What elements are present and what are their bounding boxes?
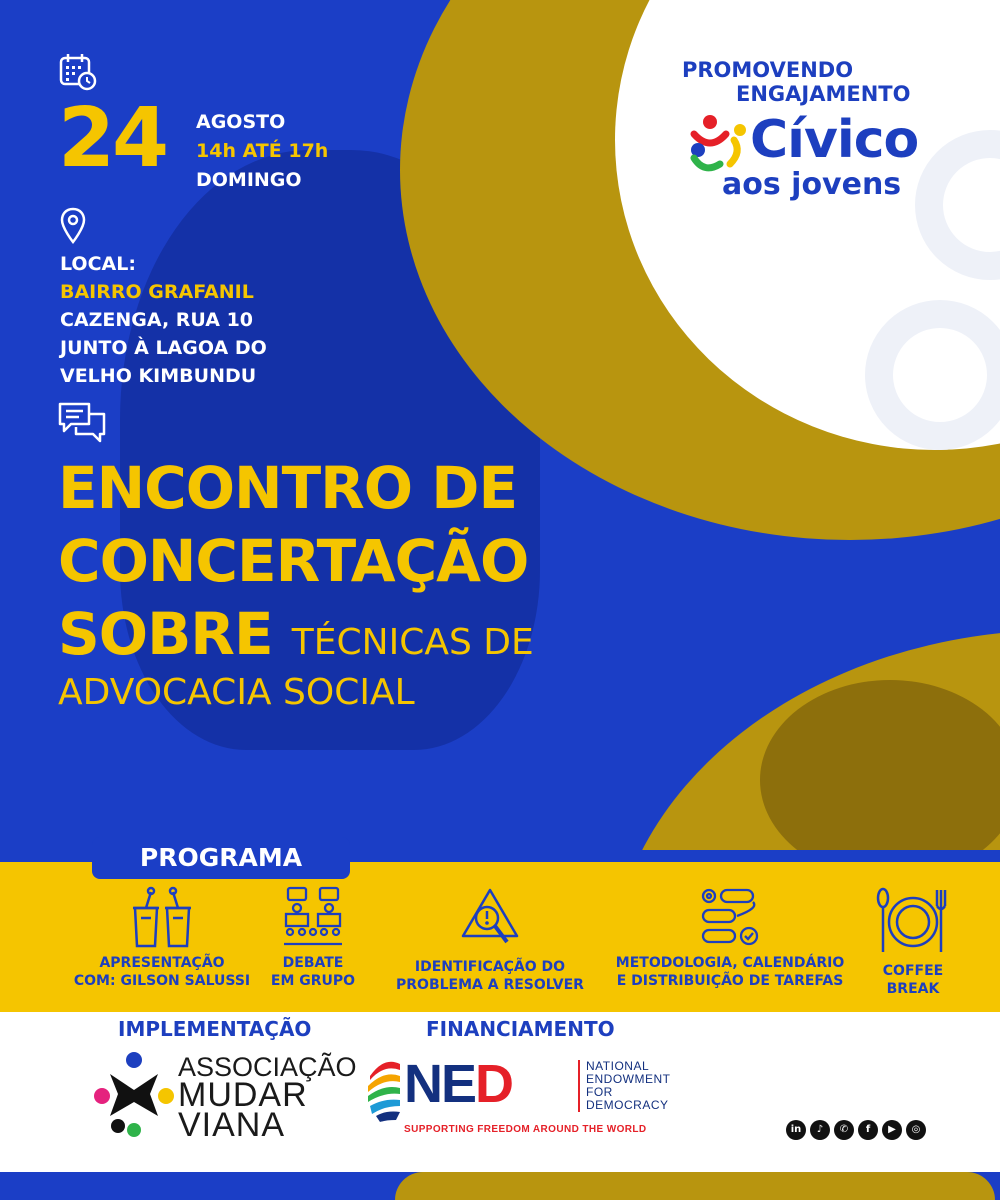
ned-letter-d: D [475, 1054, 513, 1114]
ned-tagline: SUPPORTING FREEDOM AROUND THE WORLD [404, 1124, 647, 1135]
event-title [58, 452, 618, 717]
programa-item-2-line-2: EM GRUPO [270, 973, 356, 989]
ned-wordmark [404, 1054, 512, 1114]
amv-line-3: VIANA [178, 1106, 286, 1144]
event-time: 14h ATÉ 17h [196, 140, 329, 162]
event-month: AGOSTO [196, 111, 286, 133]
programa-item-4-line-2: E DISTRIBUIÇÃO DE TAREFAS [616, 973, 844, 989]
tiktok-icon[interactable]: ♪ [810, 1120, 830, 1140]
location-line-1: BAIRRO GRAFANIL [60, 281, 254, 303]
title-line-2: CONCERTAÇÃO [58, 527, 529, 595]
location-label: LOCAL: [60, 253, 136, 275]
civico-brand-logo [660, 58, 960, 202]
whatsapp-icon[interactable]: ✆ [834, 1120, 854, 1140]
amv-line-1: ASSOCIAÇÃO [178, 1052, 357, 1082]
instagram-icon[interactable]: ◎ [906, 1120, 926, 1140]
title-line-3-bold: SOBRE [58, 600, 273, 668]
chat-icon [57, 400, 107, 446]
ned-name-line-3: FOR [586, 1085, 613, 1099]
programa-item-1-line-2: COM: GILSON SALUSSI [73, 973, 251, 989]
programa-item-1-line-1: APRESENTAÇÃO [99, 955, 225, 971]
title-line-1: ENCONTRO DE [58, 454, 518, 522]
podium-icon [129, 886, 195, 948]
problem-search-icon [457, 886, 523, 952]
implementacao-heading: IMPLEMENTAÇÃO [118, 1017, 312, 1041]
event-day: 24 [58, 91, 167, 186]
programa-item-apresentacao [62, 886, 262, 990]
programa-item-5-line-2: BREAK [886, 981, 940, 997]
workflow-icon [697, 886, 763, 948]
programa-label: PROGRAMA [92, 837, 350, 879]
ned-name-line-1: NATIONAL [586, 1059, 650, 1073]
programa-item-5-line-1: COFFEE [882, 963, 944, 979]
programa-item-4-line-1: METODOLOGIA, CALENDÁRIO [615, 955, 845, 971]
location-line-4: VELHO KIMBUNDU [60, 365, 257, 387]
calendar-icon [58, 52, 98, 92]
programa-item-coffee-break [870, 886, 956, 998]
ned-full-name [578, 1060, 671, 1112]
location-block [60, 250, 267, 390]
facebook-icon[interactable]: f [858, 1120, 878, 1140]
title-line-3-light: TÉCNICAS DE [291, 622, 534, 663]
ned-name-line-2: ENDOWMENT [586, 1072, 671, 1086]
title-line-4: ADVOCACIA SOCIAL [58, 672, 415, 713]
linkedin-icon[interactable]: in [786, 1120, 806, 1140]
programa-item-3-line-1: IDENTIFICAÇÃO DO [414, 959, 566, 975]
financiamento-heading: FINANCIAMENTO [426, 1017, 615, 1041]
group-debate-icon [280, 886, 346, 948]
brand-line-1: PROMOVENDO [682, 58, 854, 82]
location-line-3: JUNTO À LAGOA DO [60, 337, 267, 359]
ned-letters-ne: NE [404, 1054, 476, 1114]
brand-aos-jovens: aos jovens [722, 167, 902, 202]
amv-line-2: MUDAR [178, 1076, 308, 1114]
ned-name-line-4: DEMOCRACY [586, 1098, 669, 1112]
programa-item-identificacao [388, 886, 592, 994]
location-pin-icon [60, 207, 86, 245]
programa-item-3-line-2: PROBLEMA A RESOLVER [396, 977, 584, 993]
amv-text [178, 1052, 357, 1144]
bottom-strip [0, 1172, 1000, 1200]
social-icons [786, 1120, 926, 1140]
brand-line-2: ENGAJAMENTO [736, 82, 911, 106]
programa-item-metodologia [606, 886, 854, 990]
event-weekday: DOMINGO [196, 169, 302, 191]
programa-item-2-line-1: DEBATE [282, 955, 344, 971]
event-date-details [196, 108, 328, 195]
brand-civico: Cívico [750, 110, 919, 170]
youtube-icon[interactable]: ▶ [882, 1120, 902, 1140]
meal-icon [875, 886, 951, 956]
location-line-2: CAZENGA, RUA 10 [60, 309, 254, 331]
programa-item-debate [258, 886, 368, 990]
